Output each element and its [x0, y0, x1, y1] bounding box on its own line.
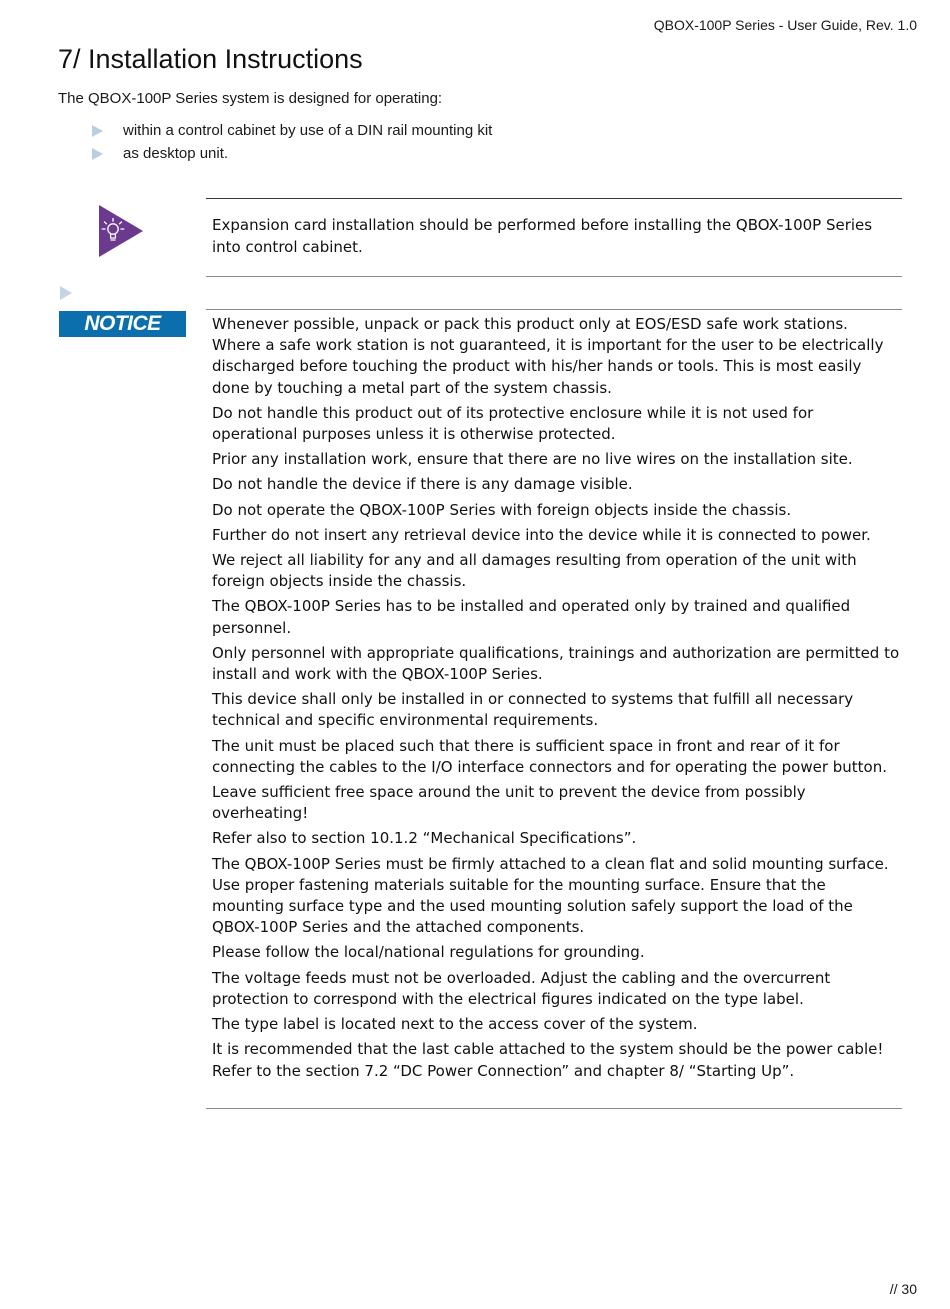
notice-item: The type label is located next to the access cover of the system.: [212, 1015, 698, 1034]
intro-paragraph: The QBOX-100P Series system is designed for operating:: [58, 90, 443, 107]
usage-bullet-list: [90, 121, 492, 167]
notice-item: Please follow the local/national regulations for grounding.: [212, 943, 645, 962]
notice-item: This device shall only be installed in or connected to systems that fulfill all necessary technical and specific environmental requirements.: [212, 690, 854, 730]
notice-item: It is recommended that the last cable attached to the system should be the power cable! Refer to the section 7.2 “DC Power Connection” and chapter 8/ “Starting Up”.: [212, 1040, 884, 1080]
page-number: // 30: [889, 1281, 917, 1297]
list-item: [90, 144, 492, 167]
notice-item: The unit must be placed such that there is sufficient space in front and rear of it for connecting the cables to the I/O interface connectors and for operating the power button.: [212, 736, 888, 776]
notice-item: The QBOX-100P Series has to be installed and operated only by trained and qualified personnel.: [212, 597, 851, 637]
page-title: 7/ Installation Instructions: [58, 44, 363, 74]
notice-item: Further do not insert any retrieval device into the device while it is connected to power.: [212, 525, 871, 544]
bullet-arrow-icon: [92, 125, 103, 137]
notice-item: Leave sufficient free space around the unit to prevent the device from possibly overheating!: [212, 783, 806, 823]
notice-item: Do not handle the device if there is any damage visible.: [212, 475, 633, 494]
notice-bottom-divider: [206, 1108, 902, 1109]
notice-list: [212, 314, 900, 1086]
notice-item: The QBOX-100P Series must be firmly attached to a clean flat and solid mounting surface. Use proper fastening materials suitable for the mounting surface. Ensure that the mounting surface type and the used mounting solution safely support the load of the QBOX-100P Series and the attached components.: [212, 854, 889, 937]
list-item-text: as desktop unit.: [123, 145, 229, 162]
list-item-text: within a control cabinet by use of a DIN rail mounting kit: [123, 122, 493, 139]
notice-top-divider: [206, 309, 902, 310]
notice-item: Refer also to section 10.1.2 “Mechanical Specifications”.: [212, 829, 637, 848]
notice-item: Whenever possible, unpack or pack this product only at EOS/ESD safe work stations. Where a safe work station is not guaranteed, it is important for the user to be electrically discharged before touching the product with his/her hands or tools. This is most easily done by touching a metal part of the system chassis.: [212, 315, 884, 397]
list-item: [90, 121, 492, 144]
tip-text: Expansion card installation should be performed before installing the QBOX-100P Series into control cabinet.: [212, 216, 873, 256]
lightbulb-icon: [99, 205, 145, 257]
notice-item: The voltage feeds must not be overloaded. Adjust the cabling and the overcurrent protection to correspond with the electrical figures indicated on the type label.: [212, 968, 831, 1008]
notice-item: Only personnel with appropriate qualifications, trainings and authorization are permitted to install and work with the QBOX-100P Series.: [212, 643, 900, 684]
notice-item: We reject all liability for any and all damages resulting from operation of the unit with foreign objects inside the chassis.: [212, 551, 857, 591]
running-header: QBOX-100P Series - User Guide, Rev. 1.0: [653, 17, 917, 33]
tip-bottom-divider: [206, 276, 902, 277]
tip-top-divider: [206, 198, 902, 199]
bullet-arrow-icon: [92, 148, 103, 160]
notice-item: Do not handle this product out of its protective enclosure while it is not used for operational purposes unless it is otherwise protected.: [212, 403, 814, 444]
notice-badge: NOTICE: [59, 311, 186, 337]
notice-item: Prior any installation work, ensure that there are no live wires on the installation site.: [212, 450, 853, 469]
notice-item: Do not operate the QBOX-100P Series with foreign objects inside the chassis.: [212, 500, 792, 519]
section-arrow-icon: [60, 286, 72, 300]
